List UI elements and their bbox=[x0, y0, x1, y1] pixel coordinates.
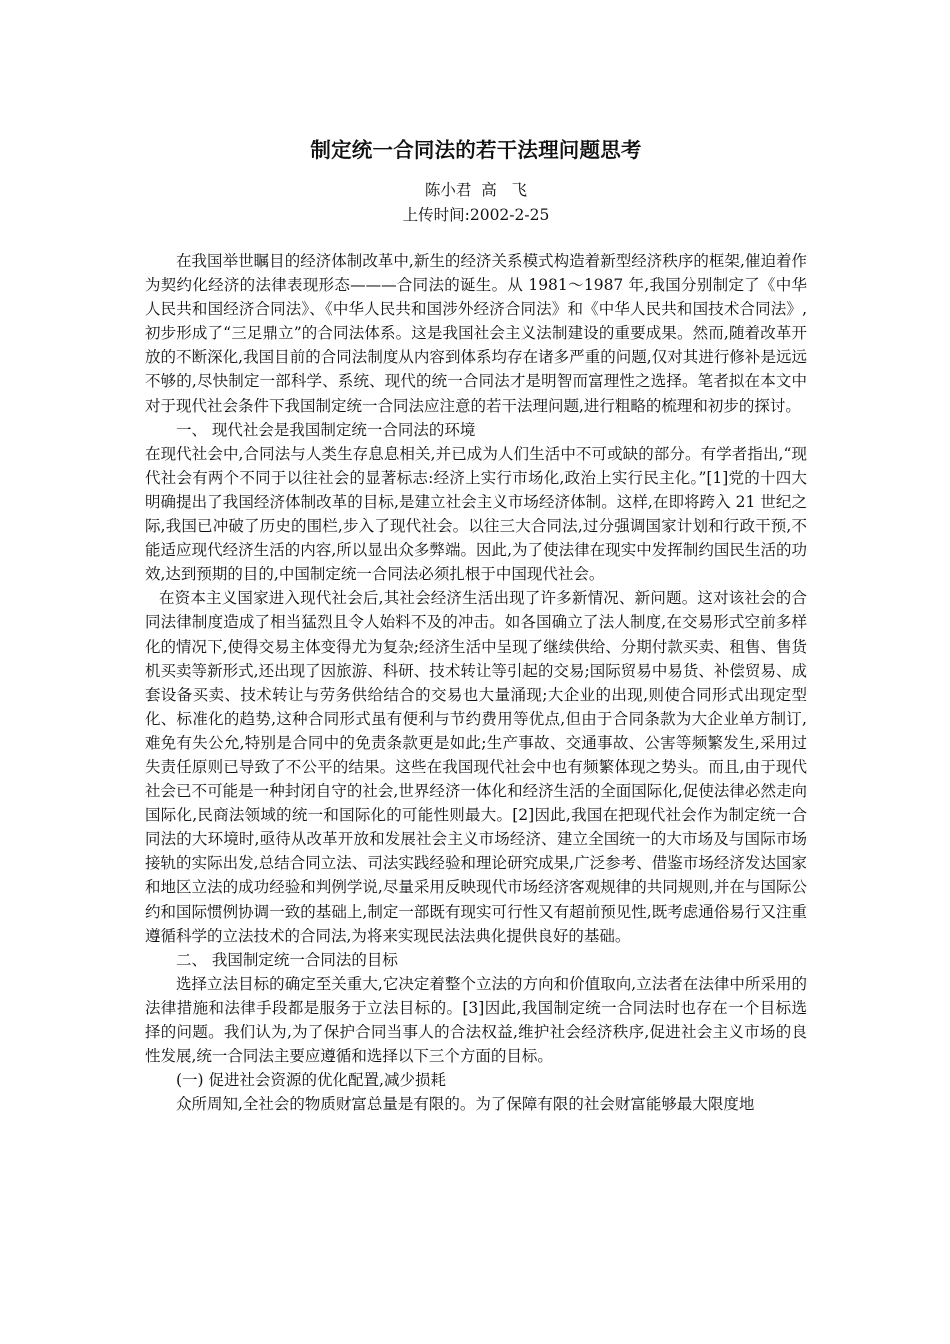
paragraph-modern-society: 在现代社会中,合同法与人类生存息息相关,并已成为人们生活中不可或缺的部分。有学者指出,“现代社会有两个不同于以往社会的显著标志:经济上实行市场化,政治上实行民主化。”[1]党的十四大明确提出了我国经济体制改革的目标,是建立社会主义市场经济体制。这样,在即将跨入 21 世纪之际,我国已冲破了历史的围栏,步入了现代社会。以往三大合同法,过分强调国家计划和行政干预,不能适应现代经济生活的内容,所以显出众多弊端。因此,为了使法律在现实中发挥制约国民生活的功效,达到预期的目的,中国制定统一合同法必须扎根于中国现代社会。 bbox=[145, 444, 807, 584]
section-heading-1: 一、 现代社会是我国制定统一合同法的环境 bbox=[176, 420, 476, 439]
paragraph-resources: 众所周知,全社会的物质财富总量是有限的。为了保障有限的社会财富能够最大限度地 bbox=[176, 1095, 755, 1114]
paragraph-legislative-goal: 选择立法目标的确定至关重大,它决定着整个立法的方向和价值取向,立法者在法律中所采用的法律措施和法律手段都是服务于立法目标的。[3]因此,我国制定统一合同法时也存在一个目标选择的问题。我们认为,为了保护合同当事人的合法权益,维护社会经济秩序,促进社会主义市场的良性发展,统一合同法主要应遵循和选择以下三个方面的目标。 bbox=[145, 974, 807, 1066]
paragraph-capitalist-countries: 在资本主义国家进入现代社会后,其社会经济生活出现了许多新情况、新问题。这对该社会的合同法律制度造成了相当猛烈且令人始料不及的冲击。如各国确立了法人制度,在交易形式空前多样化的情况下,使得交易主体变得尤为复杂;经济生活中呈现了继续供给、分期付款买卖、租售、售货机买卖等新形式,还出现了因旅游、科研、技术转让等引起的交易;国际贸易中易货、补偿贸易、成套设备买卖、技术转让与劳务供给结合的交易也大量涌现;大企业的出现,则使合同形式出现定型化、标准化的趋势,这种合同形式虽有便利与节约费用等优点,但由于合同条款为大企业单方制订,难免有失公允,特别是合同中的免责条款更是如此;生产事故、交通事故、公害等频繁发生,采用过失责任原则已导致了不公平的结果。这些在我国现代社会中也有频繁体现之势头。而且,由于现代社会已不可能是一种封闭自守的社会,世界经济一体化和经济生活的全面国际化,促使法律必然走向国际化,民商法领域的统一和国际化的可能性则最大。[2]因此,我国在把现代社会作为制定统一合同法的大环境时,亟待从改革开放和发展社会主义市场经济、建立全国统一的大市场及与国际市场接轨的实际出发,总结合同立法、司法实践经验和理论研究成果,广泛参考、借鉴市场经济发达国家和地区立法的成功经验和判例学说,尽量采用反映现代市场经济客观规律的共同规则,并在与国际公约和国际惯例协调一致的基础上,制定一部既有现实可行性又有超前预见性,既考虑通俗易行又注重遵循科学的立法技术的合同法,为将来实现民法法典化提供良好的基础。 bbox=[145, 589, 807, 945]
document-body bbox=[145, 249, 807, 1116]
subsection-heading-1: (一) 促进社会资源的优化配置,减少损耗 bbox=[176, 1071, 446, 1090]
upload-time: 上传时间:2002-2-25 bbox=[402, 206, 550, 224]
paragraph-intro: 在我国举世瞩目的经济体制改革中,新生的经济关系模式构造着新型经济秩序的框架,催迫着作为契约化经济的法律表现形态———合同法的诞生。从 1981～1987 年,我国分别制定了《中华人民共和国经济合同法》、《中华人民共和国涉外经济合同法》和《中华人民共和国技术合同法》,初步形成了“三足鼎立”的合同法体系。这是我国社会主义法制建设的重要成果。然而,随着改革开放的不断深化,我国目前的合同法制度从内容到体系均存在诸多严重的问题,仅对其进行修补是远远不够的,尽快制定一部科学、系统、现代的统一合同法才是明智而富理性之选择。笔者拟在本文中对于现代社会条件下我国制定统一合同法应注意的若干法理问题,进行粗略的梳理和初步的探讨。 bbox=[145, 252, 807, 415]
document-title: 制定统一合同法的若干法理问题思考 bbox=[310, 138, 642, 162]
document-authors: 陈小君 高 飞 bbox=[424, 181, 528, 199]
section-heading-2: 二、 我国制定统一合同法的目标 bbox=[176, 950, 398, 969]
